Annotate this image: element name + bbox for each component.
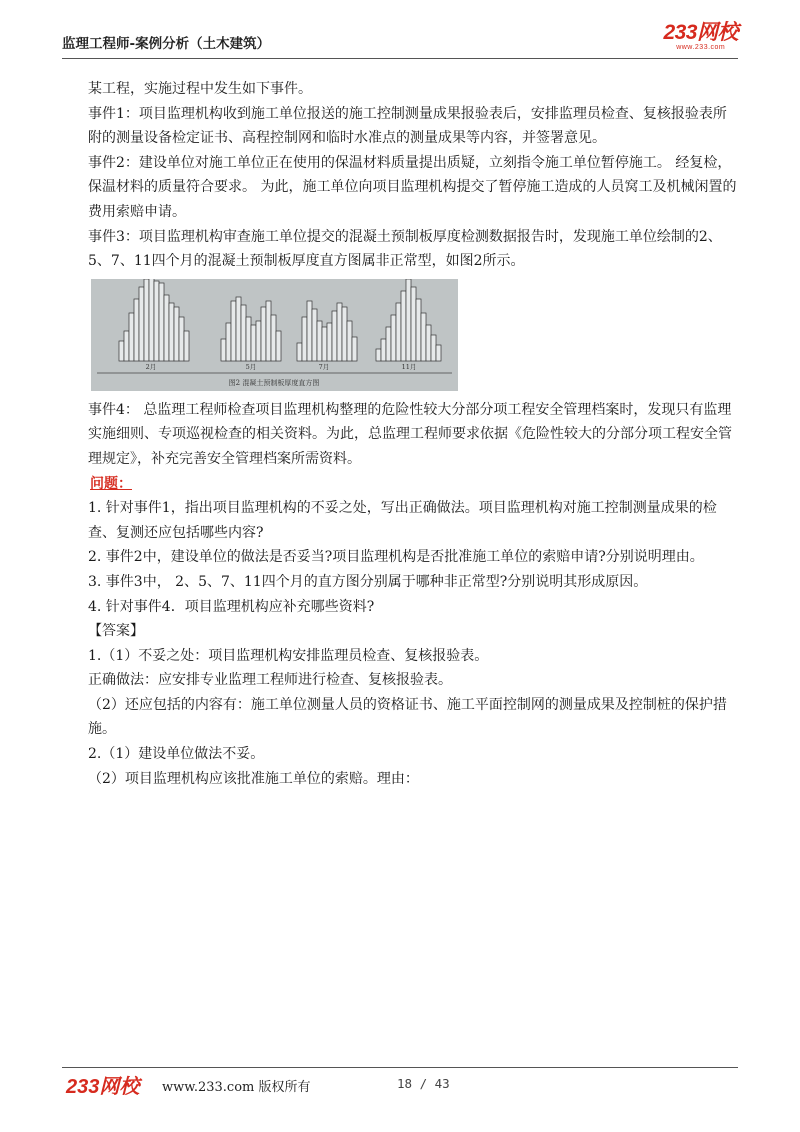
brand-logo-url: www.233.com: [676, 44, 726, 51]
histogram-bar: [179, 317, 184, 361]
answer-2-part-1: 2.（1）建设单位做法不妥。: [88, 746, 265, 763]
histogram-figure-svg: [91, 279, 458, 391]
brand-logo: [663, 22, 738, 52]
histogram-bar: [436, 345, 441, 361]
event-4-paragraph: 事件4： 总监理工程师检查项目监理机构整理的危险性较大分部分项工程安全管理档案时，发现只有监理实施细则、专项巡视检查的相关资料。为此，总监理工程师要求依据《危险性较大的分部分项工程安全管理规定》，补充完善安全管理档案所需资料。: [88, 401, 732, 467]
answer-1-part-2: （2）还应包括的内容有：施工单位测量人员的资格证书、施工平面控制网的测量成果及控制桩的保护措施。: [88, 696, 727, 738]
page-content: [88, 77, 738, 791]
histogram-bar: [302, 317, 307, 361]
histogram-bar: [159, 283, 164, 361]
histogram-bar: [317, 321, 322, 361]
histogram-bar: [297, 343, 302, 361]
histogram-bar: [119, 341, 124, 361]
histogram-bar: [411, 287, 416, 361]
histogram-bar: [256, 321, 261, 361]
histogram-bar: [352, 337, 357, 361]
histogram-bar: [154, 281, 159, 361]
histogram-bar: [169, 303, 174, 361]
histogram-bar: [401, 291, 406, 361]
histogram-bar: [431, 335, 436, 361]
panel-label-jul: 7月: [318, 362, 330, 371]
histogram-bar: [164, 295, 169, 361]
histogram-bar: [149, 279, 154, 361]
histogram-bar: [226, 323, 231, 361]
histogram-bar: [276, 331, 281, 361]
histogram-bar: [134, 299, 139, 361]
histogram-bar: [327, 323, 332, 361]
page-footer: [62, 1067, 738, 1108]
histogram-bar: [376, 349, 381, 361]
histogram-bar: [246, 317, 251, 361]
event-1-paragraph: 事件1：项目监理机构收到施工单位报送的施工控制测量成果报验表后，安排监理员检查、复核报验表所附的测量设备检定证书、高程控制网和临时水准点的测量成果等内容，并签署意见。: [88, 105, 727, 147]
histogram-bar: [421, 313, 426, 361]
histogram-bar: [342, 307, 347, 361]
question-4: 4. 针对事件4．项目监理机构应补充哪些资料?: [88, 598, 375, 615]
histogram-bar: [307, 301, 312, 361]
histogram-bar: [332, 311, 337, 361]
page-number: 18 / 43: [397, 1076, 450, 1091]
panel-label-nov: 11月: [401, 362, 417, 371]
histogram-bar: [251, 325, 256, 361]
footer-logo: 233网校: [66, 1076, 140, 1098]
histogram-bar: [241, 305, 246, 361]
histogram-bar: [261, 307, 266, 361]
histogram-bar: [221, 339, 226, 361]
histogram-bar: [129, 313, 134, 361]
panel-label-may: 5月: [245, 362, 257, 371]
answer-2-part-2: （2）项目监理机构应该批准施工单位的索赔。理由：: [88, 770, 419, 787]
figure-caption: 图2 混凝土预制板厚度直方图: [228, 378, 320, 387]
intro-paragraph: 某工程，实施过程中发生如下事件。: [88, 81, 312, 97]
question-2: 2. 事件2中，建设单位的做法是否妥当?项目监理机构是否批准施工单位的索赔申请?分别说明理由。: [88, 549, 704, 566]
histogram-bar: [312, 309, 317, 361]
histogram-bar: [386, 327, 391, 361]
histogram-bar: [347, 321, 352, 361]
histogram-bar: [184, 331, 189, 361]
histogram-bar: [236, 297, 241, 361]
histogram-bar: [174, 307, 179, 361]
histogram-figure: [91, 279, 458, 391]
questions-heading: 问题：: [90, 475, 132, 492]
footer-copyright: www.233.com 版权所有: [162, 1080, 311, 1095]
histogram-bar: [381, 339, 386, 361]
histogram-bar: [391, 315, 396, 361]
brand-logo-text: 233网校: [663, 21, 738, 44]
panel-label-feb: 2月: [145, 362, 157, 371]
histogram-bar: [144, 279, 149, 361]
question-3: 3. 事件3中， 2、5、7、11四个月的直方图分别属于哪种非正常型?分别说明其形成原因。: [88, 573, 648, 590]
event-3-paragraph: 事件3：项目监理机构审查施工单位提交的混凝土预制板厚度检测数据报告时，发现施工单位绘制的2、5、7、11四个月的混凝土预制板厚度直方图属非正常型，如图2所示。: [88, 228, 722, 270]
histogram-bar: [416, 299, 421, 361]
histogram-bar: [406, 279, 411, 361]
page-header: [62, 22, 738, 59]
event-2-paragraph: 事件2：建设单位对施工单位正在使用的保温材料质量提出质疑，立刻指令施工单位暂停施工。 经复检，保温材料的质量符合要求。 为此，施工单位向项目监理机构提交了暂停施工造成的人员窝工及机械闲置的费用索赔申请。: [88, 154, 737, 220]
question-1: 1. 针对事件1，指出项目监理机构的不妥之处，写出正确做法。项目监理机构对施工控制测量成果的检查、复测还应包括哪些内容?: [88, 500, 717, 541]
histogram-bar: [139, 287, 144, 361]
histogram-bar: [231, 301, 236, 361]
document-title: 监理工程师-案例分析（土木建筑）: [62, 36, 271, 52]
answer-1-part-1: 1.（1）不妥之处：项目监理机构安排监理员检查、复核报验表。: [88, 647, 489, 664]
histogram-bar: [124, 331, 129, 361]
answer-1-correct-practice: 正确做法：应安排专业监理工程师进行检查、复核报验表。: [88, 672, 452, 689]
histogram-bar: [337, 303, 342, 361]
histogram-bar: [322, 327, 327, 361]
histogram-bar: [266, 301, 271, 361]
histogram-bar: [426, 325, 431, 361]
histogram-bar: [396, 303, 401, 361]
histogram-bar: [271, 315, 276, 361]
answer-heading: 【答案】: [88, 623, 144, 640]
